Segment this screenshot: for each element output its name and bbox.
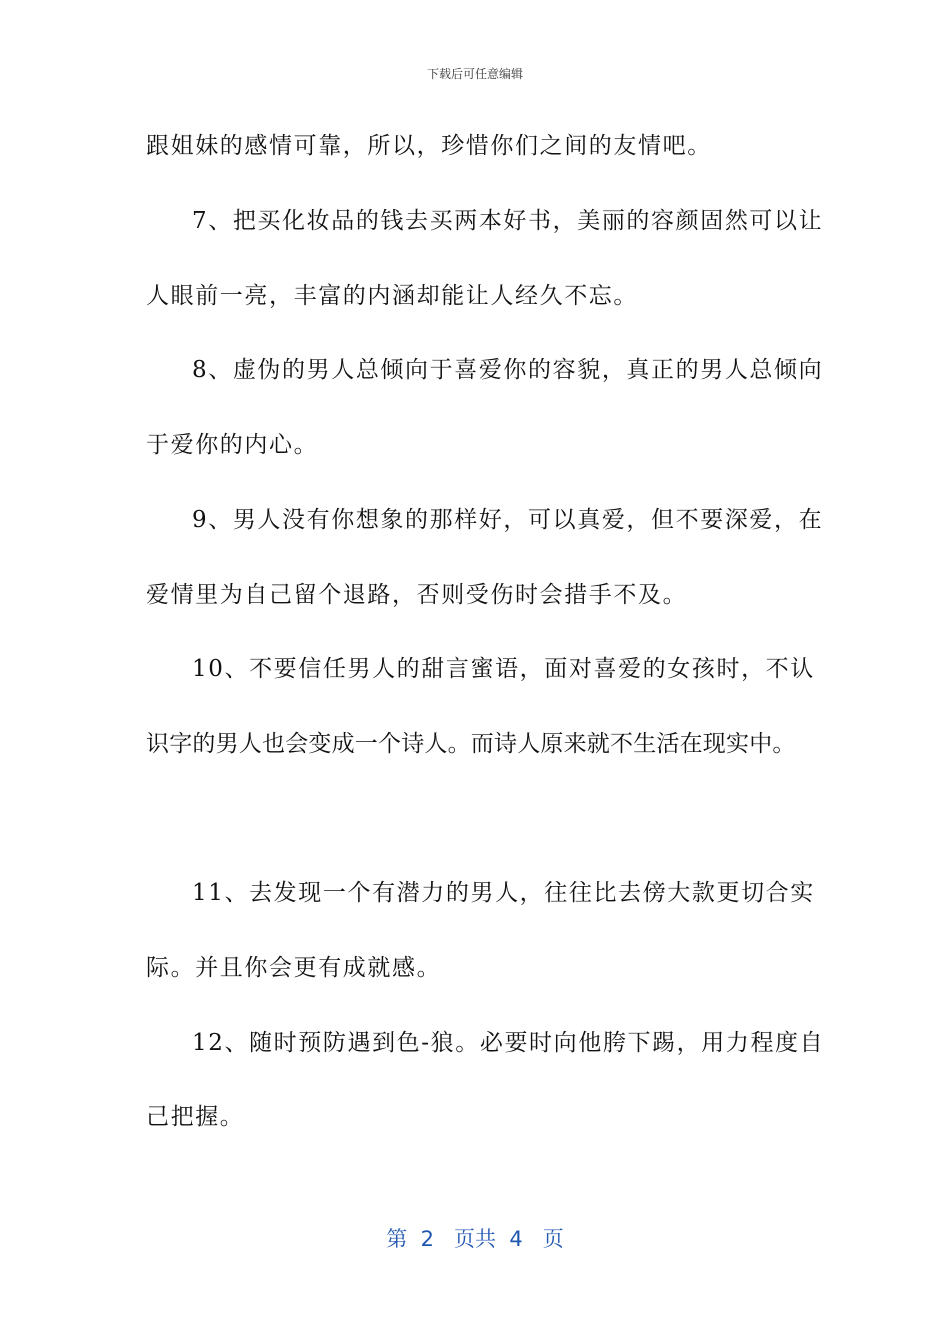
text-line-6: 9、男人没有你想象的那样好，可以真爱，但不要深爱，在 <box>192 507 824 533</box>
text-line-8: 10、不要信任男人的甜言蜜语，面对喜爱的女孩时，不认 <box>192 656 815 682</box>
text-line-1: 跟姐妹的感情可靠，所以，珍惜你们之间的友情吧。 <box>146 133 712 159</box>
text-line-9: 识字的男人也会变成一个诗人。而诗人原来就不生活在现实中。 <box>146 731 796 757</box>
text-line-12: 12、随时预防遇到色-狼。必要时向他胯下踢，用力程度自 <box>192 1030 825 1056</box>
page-number-footer: 第 2 页共 4 页 <box>386 1227 564 1251</box>
text-line-13: 己把握。 <box>146 1104 245 1130</box>
text-line-5: 于爱你的内心。 <box>146 432 319 458</box>
text-line-10: 11、去发现一个有潜力的男人，往往比去傍大款更切合实 <box>192 880 815 906</box>
text-line-2: 7、把买化妆品的钱去买两本好书，美丽的容颜固然可以让 <box>192 208 824 234</box>
page-header: 下载后可任意编辑 <box>426 67 523 81</box>
text-line-11: 际。并且你会更有成就感。 <box>146 955 442 981</box>
text-line-7: 爱情里为自己留个退路，否则受伤时会措手不及。 <box>146 582 688 608</box>
text-line-4: 8、虚伪的男人总倾向于喜爱你的容貌，真正的男人总倾向 <box>192 357 824 383</box>
text-line-3: 人眼前一亮，丰富的内涵却能让人经久不忘。 <box>146 283 638 309</box>
